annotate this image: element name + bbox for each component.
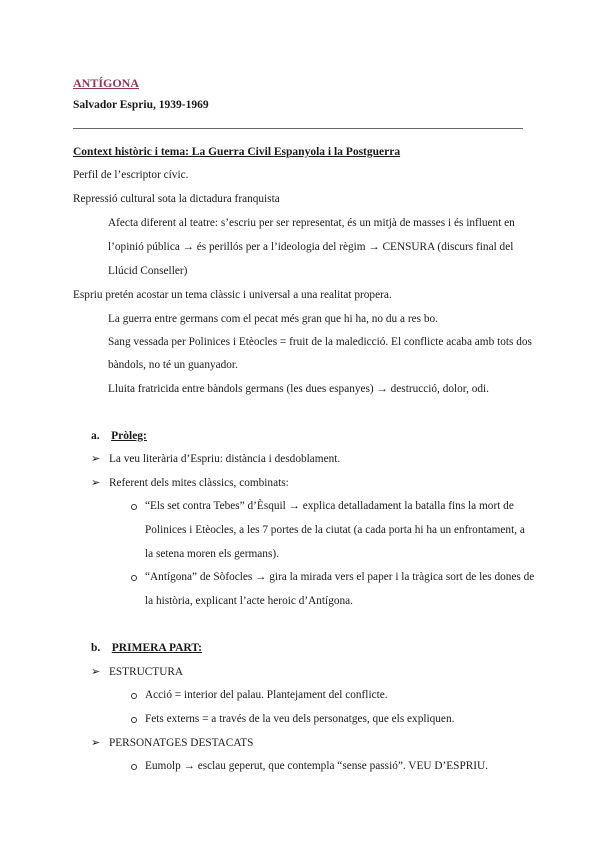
sub-bullet-text: “Els set contra Tebes” d’Èsquil → explica detalladament la batalla fins la mort de xyxy=(145,500,514,512)
arrow-bullet-icon: ➢ xyxy=(91,477,101,489)
bullet-text: PERSONATGES DESTACATS xyxy=(109,737,254,749)
context-line: Afecta diferent al teatre: s’escriu per ser representat, és un mitjà de masses i és influent en xyxy=(108,217,515,229)
context-line: Perfil de l’escriptor cívic. xyxy=(73,169,189,181)
bullet-text: ESTRUCTURA xyxy=(109,666,184,678)
proleg-letter: a. xyxy=(91,430,100,442)
section-heading: Context històric i tema: La Guerra Civil Espanyola i la Postguerra xyxy=(73,146,401,158)
sub-bullet-text: la setena moren els germans). xyxy=(145,548,279,560)
primera-part-title: PRIMERA PART: xyxy=(111,642,202,654)
author-line: Salvador Espriu, 1939-1969 xyxy=(73,99,209,111)
arrow-bullet-icon: ➢ xyxy=(91,666,101,678)
context-line: l’opinió pública → és perillós per a l’ideologia del règim → CENSURA (discurs final del xyxy=(108,241,514,253)
context-line: La guerra entre germans com el pecat més gran que hi ha, no du a res bo. xyxy=(108,313,438,325)
context-line: Repressió cultural sota la dictadura franquista xyxy=(73,193,280,205)
primera-part-letter: b. xyxy=(91,642,101,654)
primera-part-heading xyxy=(91,642,202,654)
circle-bullet-icon xyxy=(131,717,137,723)
context-line: bàndols, no té un guanyador. xyxy=(108,359,238,371)
arrow-bullet-icon: ➢ xyxy=(91,737,101,749)
context-line: Lluita fratricida entre bàndols germans (les dues espanyes) → destrucció, dolor, odi. xyxy=(108,383,490,395)
sub-bullet-text: la història, explicant l’acte heroic d’Antígona. xyxy=(145,595,353,607)
proleg-title: Pròleg: xyxy=(111,430,147,442)
proleg-heading xyxy=(91,430,147,442)
circle-bullet-icon xyxy=(131,575,137,581)
document-title: ANTÍGONA xyxy=(73,76,140,90)
sub-bullet-text: Fets externs = a través de la veu dels personatges, que els expliquen. xyxy=(145,713,455,725)
circle-bullet-icon xyxy=(131,504,137,510)
context-line: Espriu pretén acostar un tema clàssic i universal a una realitat propera. xyxy=(73,289,392,301)
sub-bullet-text: “Antígona” de Sòfocles → gira la mirada vers el paper i la tràgica sort de les dones de xyxy=(145,571,535,583)
horizontal-rule xyxy=(73,128,523,129)
context-line: Sang vessada per Polinices i Etèocles = fruit de la maledicció. El conflicte acaba amb tots dos xyxy=(108,336,532,348)
sub-bullet-text: Acció = interior del palau. Plantejament del conflicte. xyxy=(145,689,388,701)
context-line: Llúcid Conseller) xyxy=(108,265,188,277)
bullet-text: La veu literària d’Espriu: distància i desdoblament. xyxy=(109,453,341,465)
circle-bullet-icon xyxy=(131,764,137,770)
sub-bullet-text: Polinices i Etèocles, a les 7 portes de la ciutat (a cada porta hi ha un enfrontament, a xyxy=(145,524,525,536)
arrow-bullet-icon: ➢ xyxy=(91,453,101,465)
bullet-text: Referent dels mites clàssics, combinats: xyxy=(109,477,289,489)
circle-bullet-icon xyxy=(131,693,137,699)
sub-bullet-text: Eumolp → esclau geperut, que contempla “sense passió”. VEU D’ESPRIU. xyxy=(145,760,489,772)
